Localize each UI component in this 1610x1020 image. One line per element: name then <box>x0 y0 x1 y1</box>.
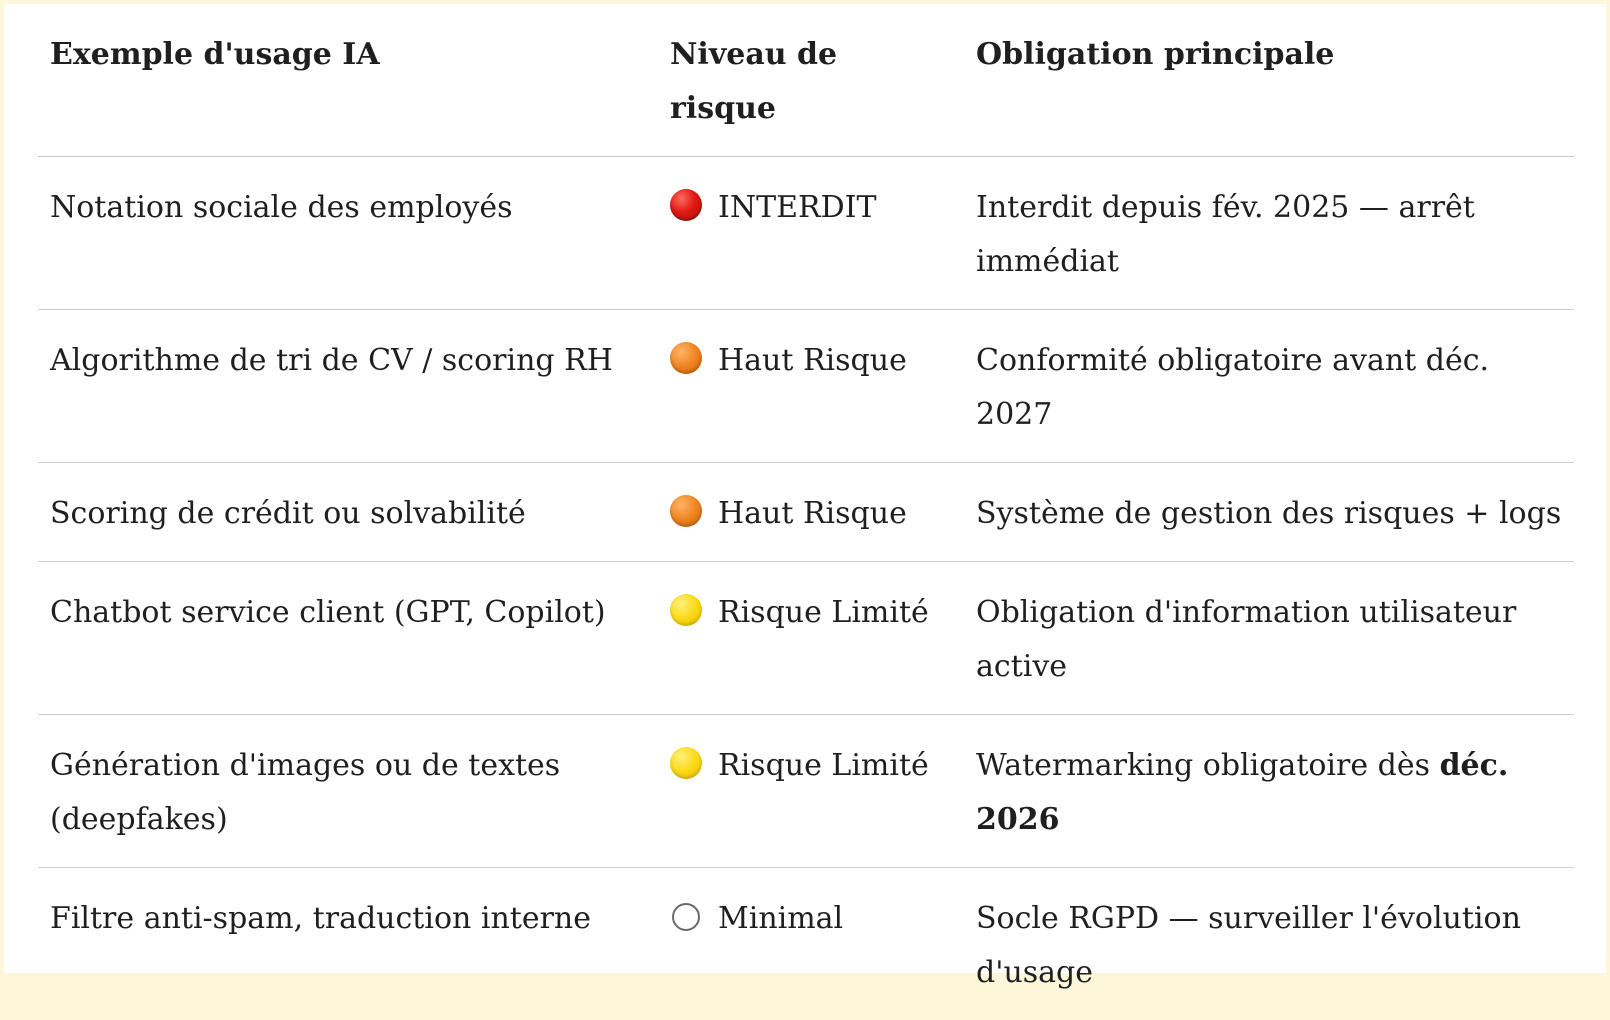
risk-label: Haut Risque <box>718 496 907 531</box>
page-frame <box>4 4 1606 973</box>
cell-niveau <box>658 868 964 1020</box>
table-row <box>38 562 1574 715</box>
cell-niveau <box>658 562 964 715</box>
cell-obligation <box>964 310 1574 463</box>
orange-circle-icon <box>670 342 702 374</box>
yellow-circle-icon <box>670 594 702 626</box>
header-usage: Exemple d'usage IA <box>38 4 658 157</box>
header-niveau: Niveau de risque <box>658 4 964 157</box>
cell-usage: Filtre anti-spam, traduction interne <box>38 868 658 1020</box>
cell-obligation <box>964 715 1574 868</box>
obligation-text: Obligation d'information utilisateur active <box>976 595 1516 684</box>
obligation-text: Watermarking obligatoire dès <box>976 748 1440 783</box>
risk-table <box>38 4 1574 1020</box>
risk-label: Risque Limité <box>718 595 929 630</box>
table-header-row <box>38 4 1574 157</box>
cell-usage: Chatbot service client (GPT, Copilot) <box>38 562 658 715</box>
obligation-text: Système de gestion des risques + logs <box>976 496 1561 531</box>
cell-obligation <box>964 868 1574 1020</box>
obligation-text: Socle RGPD — surveiller l'évolution d'usage <box>976 901 1521 990</box>
cell-usage: Scoring de crédit ou solvabilité <box>38 463 658 562</box>
cell-usage: Algorithme de tri de CV / scoring RH <box>38 310 658 463</box>
cell-niveau <box>658 157 964 310</box>
white-circle-icon <box>672 903 700 931</box>
cell-niveau <box>658 715 964 868</box>
cell-usage: Notation sociale des employés <box>38 157 658 310</box>
cell-niveau <box>658 310 964 463</box>
red-circle-icon <box>670 189 702 221</box>
cell-obligation <box>964 463 1574 562</box>
obligation-text: Interdit depuis fév. 2025 — arrêt immédiat <box>976 190 1475 279</box>
yellow-circle-icon <box>670 747 702 779</box>
table-row <box>38 715 1574 868</box>
orange-circle-icon <box>670 495 702 527</box>
table-row <box>38 310 1574 463</box>
table-row <box>38 463 1574 562</box>
cell-obligation <box>964 562 1574 715</box>
risk-label: INTERDIT <box>718 190 877 225</box>
obligation-strong-text: déc. 2026 <box>976 748 1508 837</box>
table-row <box>38 157 1574 310</box>
table-row <box>38 868 1574 1020</box>
cell-obligation <box>964 157 1574 310</box>
header-obligation: Obligation principale <box>964 4 1574 157</box>
cell-niveau <box>658 463 964 562</box>
risk-label: Haut Risque <box>718 343 907 378</box>
risk-label: Minimal <box>718 901 843 936</box>
obligation-text: Conformité obligatoire avant déc. 2027 <box>976 343 1489 432</box>
risk-label: Risque Limité <box>718 748 929 783</box>
table-body <box>38 157 1574 1020</box>
cell-usage: Génération d'images ou de textes (deepfakes) <box>38 715 658 868</box>
